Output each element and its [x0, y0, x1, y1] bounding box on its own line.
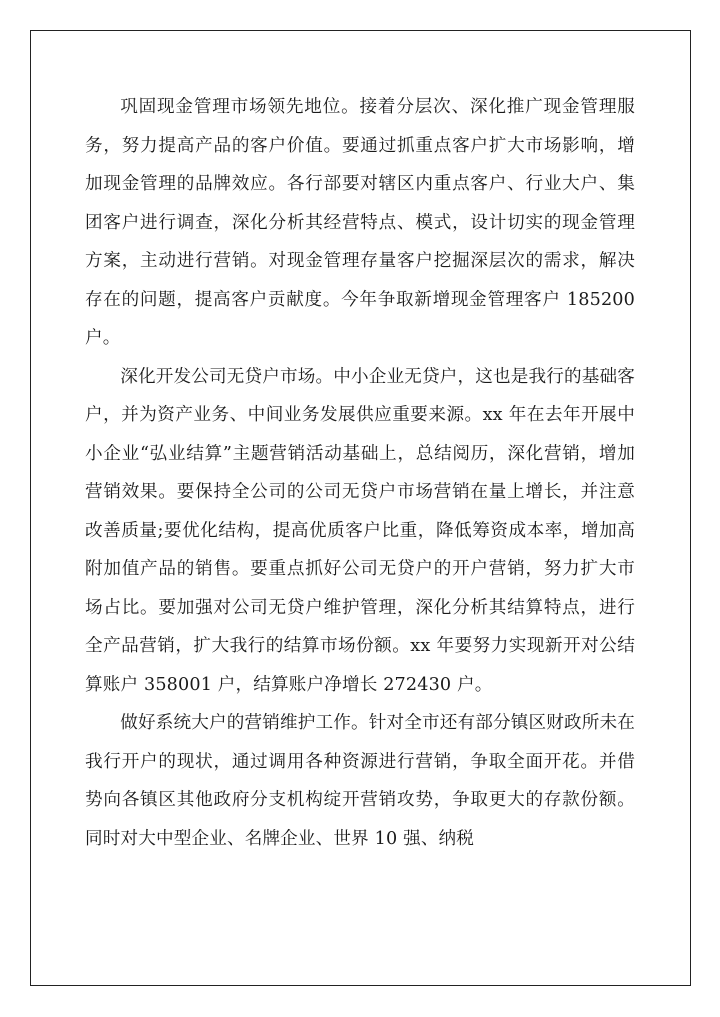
- paragraph-cash-management: 巩固现金管理市场领先地位。接着分层次、深化推广现金管理服务，努力提高产品的客户价值。要通过抓重点客户扩大市场影响，增加现金管理的品牌效应。各行部要对辖区内重点客户、行业大户、集团客户进行调查，深化分析其经营特点、模式，设计切实的现金管理方案，主动进行营销。对现金管理存量客户挖掘深层次的需求，解决存在的问题，提高客户贡献度。今年争取新增现金管理客户 185200 户。: [85, 97, 635, 348]
- document-body: [85, 88, 635, 858]
- paragraph-no-loan-accounts: 深化开发公司无贷户市场。中小企业无贷户，这也是我行的基础客户，并为资产业务、中间业务发展供应重要来源。xx 年在去年开展中小企业“弘业结算”主题营销活动基础上，总结阅历，深化营销，增加营销效果。要保持全公司的公司无贷户市场营销在量上增长，并注意改善质量;要优化结构，提高优质客户比重，降低筹资成本率，增加高附加值产品的销售。要重点抓好公司无贷户的开户营销，努力扩大市场占比。要加强对公司无贷户维护管理，深化分析其结算特点，进行全产品营销，扩大我行的结算市场份额。xx 年要努力实现新开对公结算账户 358001 户，结算账户净增长 272430 户。: [85, 366, 635, 695]
- paragraph-major-accounts: 做好系统大户的营销维护工作。针对全市还有部分镇区财政所未在我行开户的现状，通过调用各种资源进行营销，争取全面开花。并借势向各镇区其他政府分支机构绽开营销攻势，争取更大的存款份额。同时对大中型企业、名牌企业、世界 10 强、纳税: [85, 713, 635, 849]
